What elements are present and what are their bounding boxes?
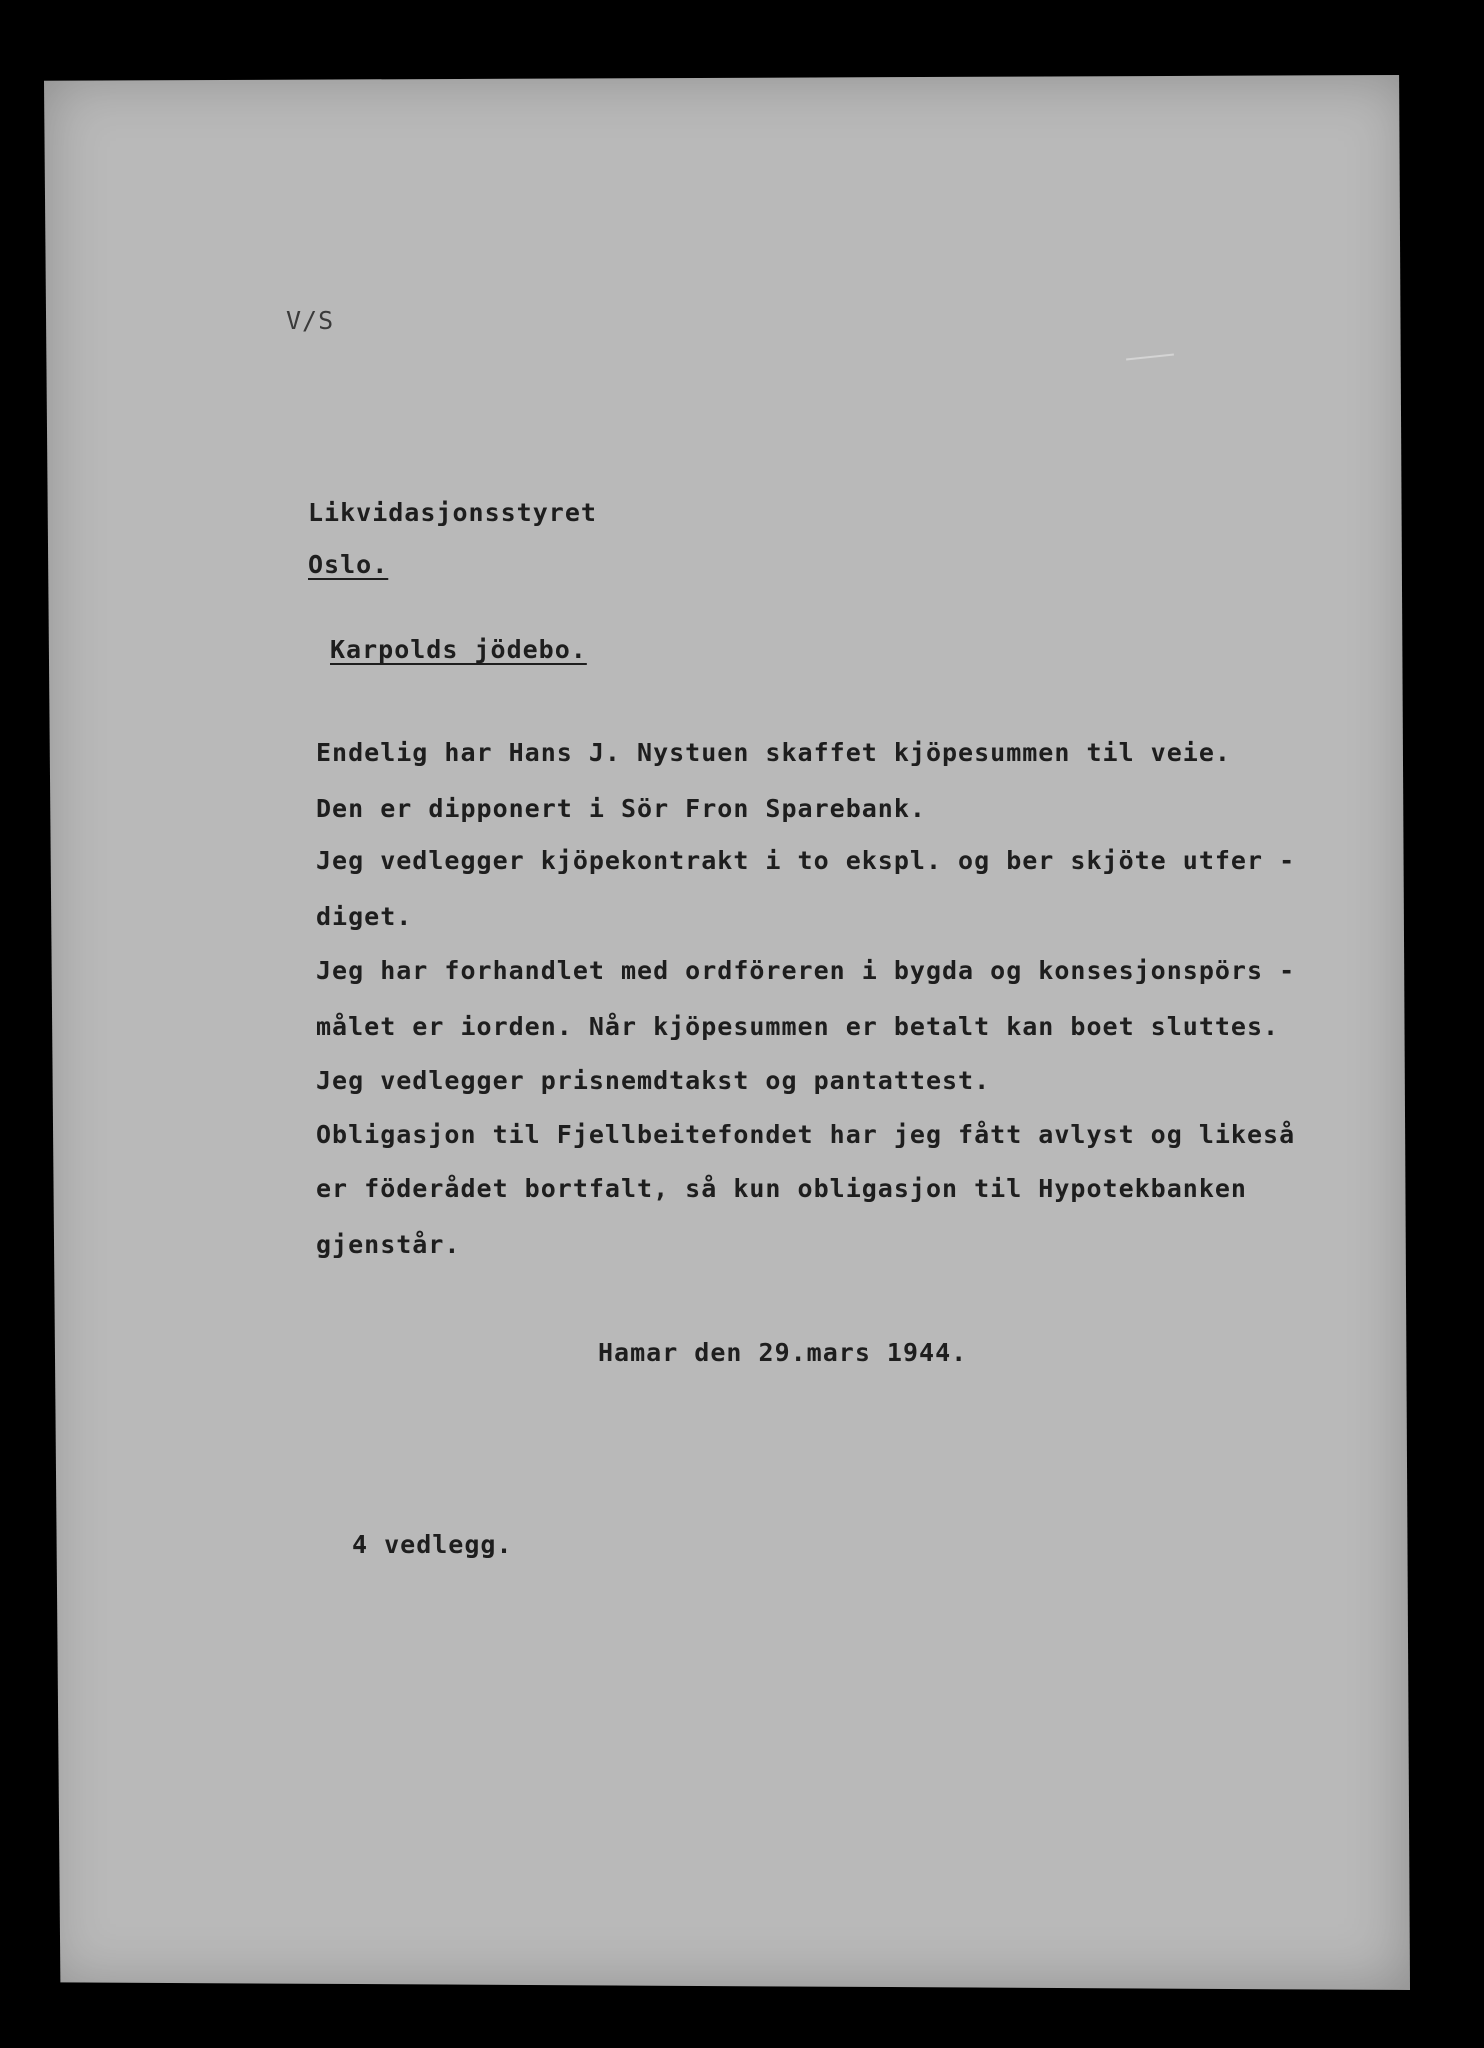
recipient-city: Oslo. [308, 550, 389, 579]
body-line: Den er dipponert i Sör Fron Sparebank. [316, 794, 926, 823]
body-line: målet er iorden. Når kjöpesummen er betalt kan boet sluttes. [316, 1012, 1280, 1041]
body-line: er föderådet bortfalt, så kun obligasjon til Hypotekbanken [316, 1174, 1247, 1203]
subject-line: Karpolds jödebo. [330, 635, 587, 664]
attachments-note: 4 vedlegg. [352, 1530, 513, 1559]
place-date: Hamar den 29.mars 1944. [598, 1338, 968, 1367]
body-line: gjenstår. [316, 1230, 461, 1259]
body-line: Endelig har Hans J. Nystuen skaffet kjöpesummen til veie. [316, 738, 1231, 767]
body-line: diget. [316, 902, 413, 931]
body-line: Jeg har forhandlet med ordföreren i bygda og konsesjonspörs - [316, 956, 1296, 985]
body-line: Jeg vedlegger kjöpekontrakt i to ekspl. og ber skjöte utfer - [316, 846, 1296, 875]
reference-mark: V/S [286, 306, 335, 335]
body-line: Jeg vedlegger prisnemdtakst og pantattest. [316, 1066, 991, 1095]
recipient-name: Likvidasjonsstyret [308, 498, 597, 527]
body-line: Obligasjon til Fjellbeitefondet har jeg fått avlyst og likeså [316, 1120, 1296, 1149]
